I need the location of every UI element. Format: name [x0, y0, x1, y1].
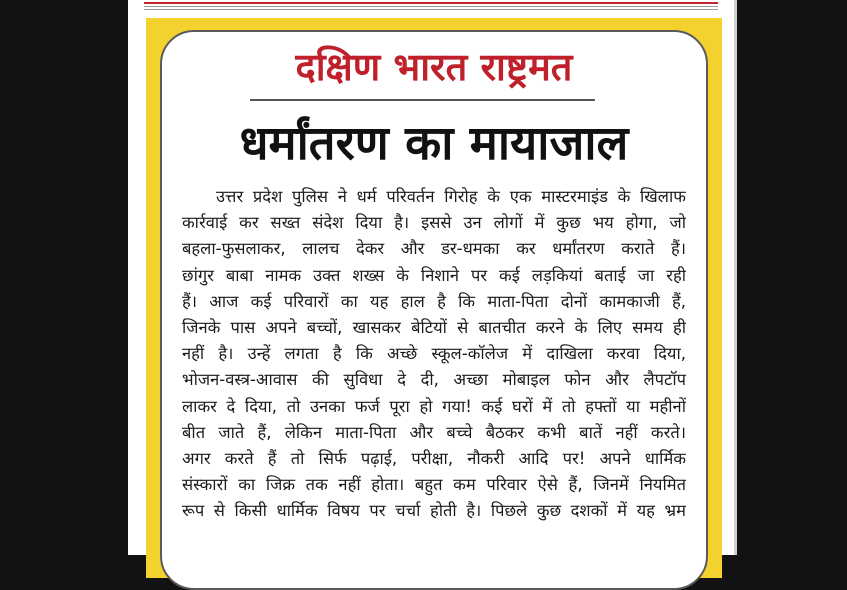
article-line: छांगुर बाबा नामक उक्त शख्स के निशाने पर कई लड़कियां बताई जा रही [182, 265, 686, 285]
article-line: लाकर दे दिया, तो उनका फर्ज पूरा हो गया! कई घरों में तो हफ्तों या महीनों [182, 396, 686, 416]
top-rule [144, 2, 718, 4]
article-line: बहला-फुसलाकर, लालच देकर और डर-धमका कर धर्मांतरण कराते हैं। [182, 239, 686, 259]
article-line: उत्तर प्रदेश पुलिस ने धर्म परिवर्तन गिरोह के एक मास्टरमाइंड के खिलाफ [216, 187, 686, 206]
article-line: जिनके पास अपने बच्चों, खासकर बेटियों से बातचीत करने के लिए समय ही [182, 318, 686, 338]
page-edge [734, 0, 737, 555]
masthead-divider [250, 99, 595, 101]
article-line: संस्कारों का जिक्र तक नहीं होता। बहुत कम परिवार ऐसे हैं, जिनमें नियमित [182, 475, 686, 495]
article-line: कार्रवाई कर सख्त संदेश दिया है। इससे उन लोगों में कुछ भय होगा, जो [182, 213, 686, 233]
article-body [182, 184, 686, 525]
article-line: अगर करते हैं तो सिर्फ पढ़ाई, परीक्षा, नौकरी आदि पर! अपने धार्मिक [182, 449, 686, 469]
top-rule [144, 6, 718, 7]
masthead-title: दक्षिण भारत राष्ट्रमत [295, 45, 573, 89]
article-line: नहीं है। उन्हें लगता है कि अच्छे स्कूल-कॉलेज में दाखिला करवा दिया, [182, 344, 686, 364]
article-line: रूप से किसी धार्मिक विषय पर चर्चा होती है। पिछले कुछ दशकों में यह भ्रम [182, 501, 686, 521]
article-line: बीत जाते हैं, लेकिन माता-पिता और बच्चे बैठकर कभी बातें नहीं करते। [182, 422, 686, 442]
top-rule [144, 9, 718, 10]
article-line: भोजन-वस्त्र-आवास की सुविधा दे दी, अच्छा मोबाइल फोन और लैपटॉप [182, 370, 686, 390]
article-headline: धर्मांतरण का मायाजाल [239, 116, 629, 171]
article-line: हैं। आज कई परिवारों का यह हाल है कि माता-पिता दोनों कामकाजी हैं, [182, 291, 686, 311]
